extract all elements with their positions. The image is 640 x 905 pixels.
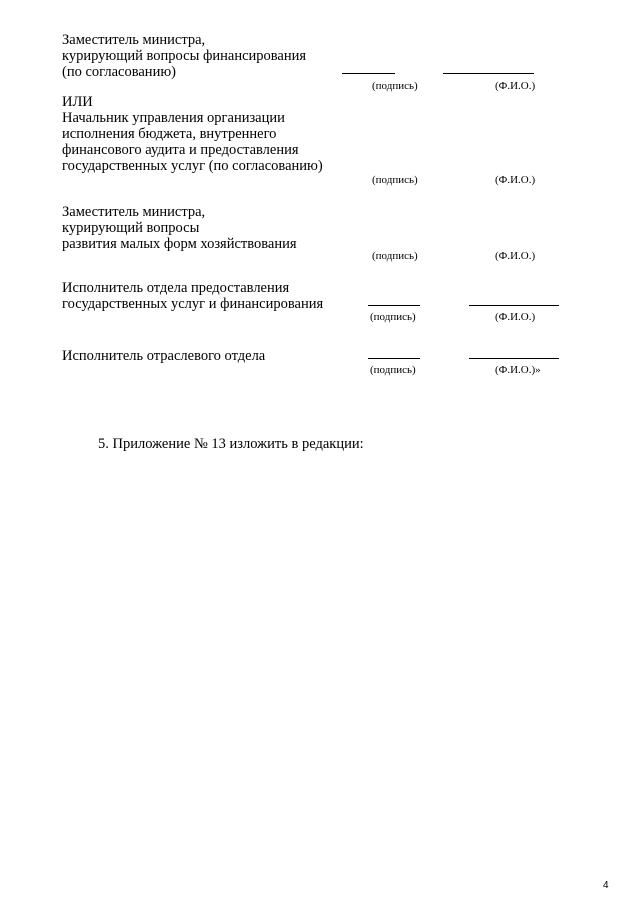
signature-caption-1: (подпись) [372, 80, 418, 92]
block5-line1: Исполнитель отраслевого отдела [62, 348, 266, 364]
signature-line-5 [368, 358, 420, 359]
signature-caption-2: (подпись) [372, 174, 418, 186]
page-number: 4 [603, 880, 609, 891]
block2-line3: финансового аудита и предоставления [62, 142, 299, 158]
name-caption-4: (Ф.И.О.) [495, 311, 536, 323]
block1-line3: (по согласованию) [62, 64, 176, 80]
name-caption-1: (Ф.И.О.) [495, 80, 536, 92]
signature-line-4 [368, 305, 420, 306]
block3-line1: Заместитель министра, [62, 204, 206, 220]
signature-line-1 [342, 73, 395, 74]
signature-caption-3: (подпись) [372, 250, 418, 262]
block1-line1: Заместитель министра, [62, 32, 206, 48]
block3-line3: развития малых форм хозяйствования [62, 236, 297, 252]
block3-line2: курирующий вопросы [62, 220, 200, 236]
name-line-5 [469, 358, 559, 359]
item5-paragraph: 5. Приложение № 13 изложить в редакции: [98, 436, 364, 452]
name-line-1 [443, 73, 534, 74]
block4-line1: Исполнитель отдела предоставления [62, 280, 290, 296]
block2-line2: исполнения бюджета, внутреннего [62, 126, 277, 142]
block2-line1: Начальник управления организации [62, 110, 285, 126]
name-caption-5: (Ф.И.О.)» [495, 364, 541, 376]
name-line-4 [469, 305, 559, 306]
block4-line2: государственных услуг и финансирования [62, 296, 324, 312]
signature-caption-4: (подпись) [370, 311, 416, 323]
block1-line2: курирующий вопросы финансирования [62, 48, 307, 64]
or-label: ИЛИ [62, 94, 93, 110]
name-caption-2: (Ф.И.О.) [495, 174, 536, 186]
block2-line4: государственных услуг (по согласованию) [62, 158, 323, 174]
name-caption-3: (Ф.И.О.) [495, 250, 536, 262]
signature-caption-5: (подпись) [370, 364, 416, 376]
